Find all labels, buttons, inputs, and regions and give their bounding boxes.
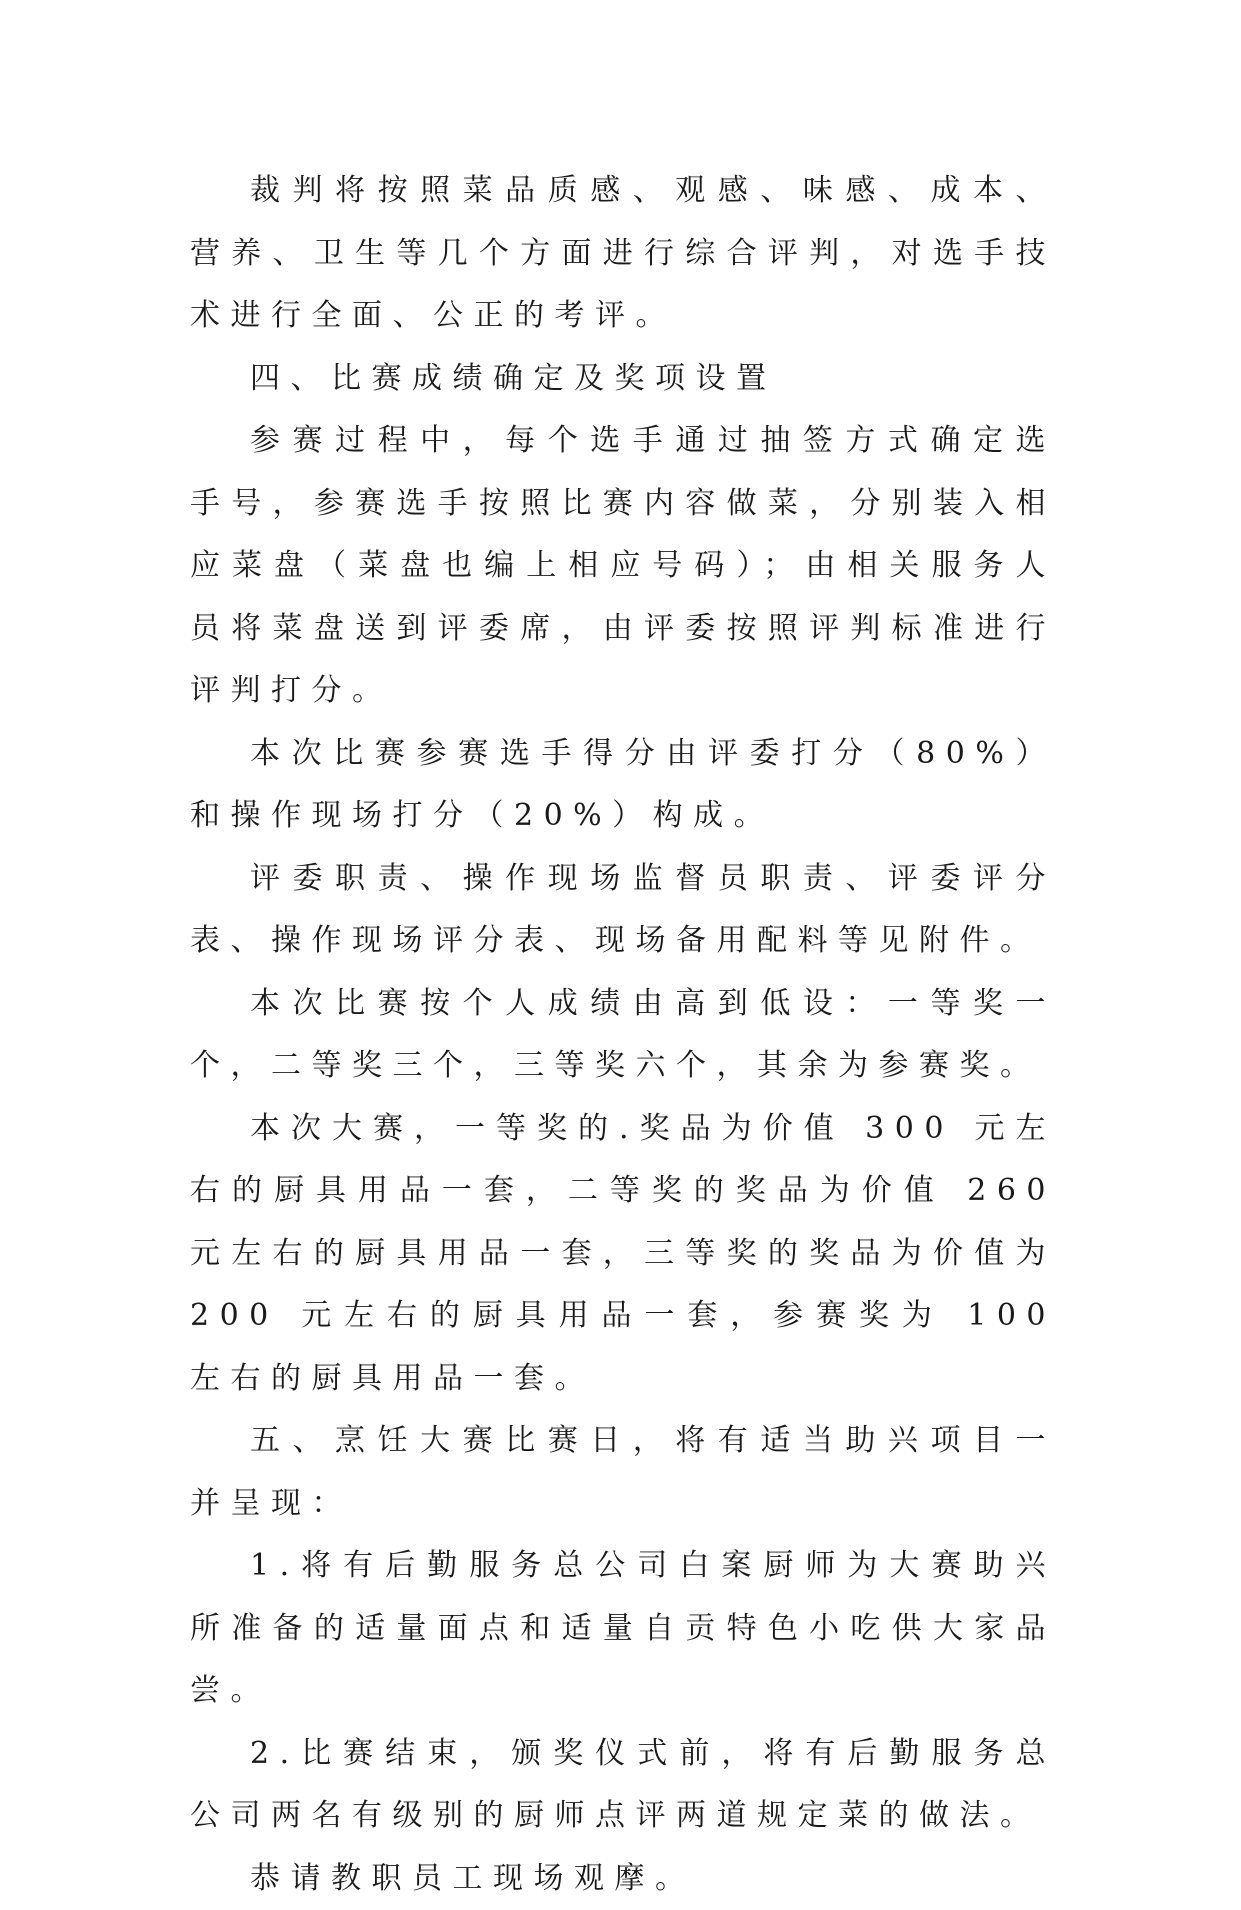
list-item-chef-review: 2.比赛结束，颁奖仪式前，将有后勤服务总公司两名有级别的厨师点评两道规定菜的做法。 [190,1723,1056,1848]
paragraph-award-counts: 本次比赛按个人成绩由高到低设：一等奖一个，二等奖三个，三等奖六个，其余为参赛奖。 [190,973,1056,1098]
section-heading-scoring-awards: 四、比赛成绩确定及奖项设置 [190,348,1056,411]
document-body [190,160,1056,1910]
list-item-pastry-snacks: 1.将有后勤服务总公司白案厨师为大赛助兴所准备的适量面点和适量自贡特色小吃供大家品尝。 [190,1535,1056,1723]
section-heading-entertainment: 五、烹饪大赛比赛日，将有适当助兴项目一并呈现： [190,1410,1056,1535]
paragraph-invitation: 恭请教职员工现场观摩。 [190,1848,1056,1910]
paragraph-score-composition: 本次比赛参赛选手得分由评委打分（80%）和操作现场打分（20%）构成。 [190,723,1056,848]
paragraph-prizes: 本次大赛，一等奖的.奖品为价值 300 元左右的厨具用品一套，二等奖的奖品为价值 260 元左右的厨具用品一套，三等奖的奖品为价值为 200 元左右的厨具用品一套，参赛奖为 100 左右的厨具用品一套。 [190,1098,1056,1411]
paragraph-contest-process: 参赛过程中，每个选手通过抽签方式确定选手号，参赛选手按照比赛内容做菜，分别装入相应菜盘（菜盘也编上相应号码）；由相关服务人员将菜盘送到评委席，由评委按照评判标准进行评判打分。 [190,410,1056,723]
paragraph-attachments: 评委职责、操作现场监督员职责、评委评分表、操作现场评分表、现场备用配料等见附件。 [190,848,1056,973]
paragraph-judging-criteria: 裁判将按照菜品质感、观感、味感、成本、营养、卫生等几个方面进行综合评判，对选手技术进行全面、公正的考评。 [190,160,1056,348]
